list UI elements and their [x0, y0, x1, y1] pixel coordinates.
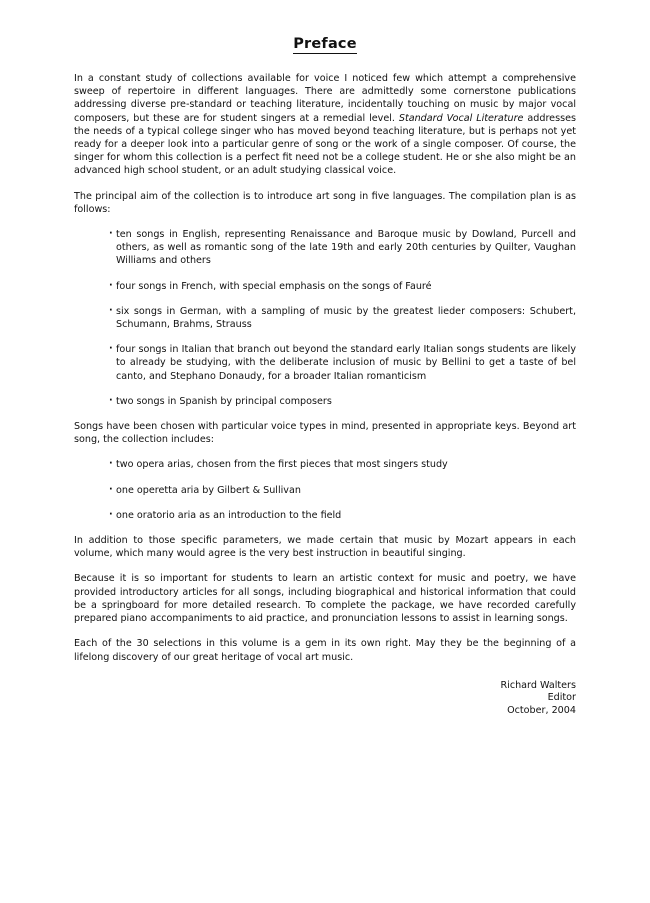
signature-name: Richard Walters	[500, 679, 576, 691]
page-title	[74, 36, 576, 52]
extra-bullet-list	[74, 458, 576, 522]
bullet-italian: · four songs in Italian that branch out beyond the standard early Italian songs students are likely to already be studying, with the deliberate inclusion of music by Bellini to get a taste of bel canto, and Stephano Donaudy, for a broader Italian romanticism	[110, 343, 576, 383]
paragraph-closing: Each of the 30 selections in this volume is a gem in its own right. May they be the beginning of a lifelong discovery of our great heritage of vocal art music.	[74, 638, 576, 663]
paragraph-voice-types: Songs have been chosen with particular voice types in mind, presented in appropriate keys. Beyond art song, the collection includes:	[74, 421, 576, 446]
bullet-french: · four songs in French, with special emphasis on the songs of Fauré	[110, 280, 576, 293]
book-title-italic: Standard Vocal Literature	[398, 112, 524, 124]
paragraph-intro	[74, 72, 576, 178]
bullet-operetta-aria: · one operetta aria by Gilbert & Sullivan	[110, 484, 576, 497]
paragraph-context: Because it is so important for students to learn an artistic context for music and poetry, we have provided introductory articles for all songs, including biographical and historical information that could be a springboard for more detailed research. To complete the package, we have recorded carefully prepared piano accompaniments to aid practice, and pronunciation lessons to assist in learning songs.	[74, 573, 576, 625]
signature-block	[74, 680, 576, 717]
bullet-german: · six songs in German, with a sampling of music by the greatest lieder composers: Schubert, Schumann, Brahms, Strauss	[110, 305, 576, 331]
signature-role: Editor	[547, 692, 576, 704]
bullet-spanish: · two songs in Spanish by principal composers	[110, 395, 576, 408]
paragraph-aim: The principal aim of the collection is to introduce art song in five languages. The compilation plan is as follows:	[74, 190, 576, 215]
paragraph-intro-part-2: addresses the needs of a typical college singer who has moved beyond teaching literature, but is perhaps not yet ready for a deeper look into a particular genre of song or the work of a single composer. Of course, the singer for whom this collection is a perfect fit need not be a college student. He or she also might be an advanced high school student, or an adult studying classical voice.	[74, 112, 576, 177]
paragraph-intro-part-1: In a constant study of collections available for voice I noticed few which attempt a comprehensive sweep of repertoire in different languages. There are admittedly some cornerstone publications addressing diverse pre-standard or teaching literature, incidentally touching on music by major vocal composers, but these are for student singers at a remedial level.	[74, 73, 576, 124]
bullet-opera-arias: · two opera arias, chosen from the first pieces that most singers study	[110, 458, 576, 471]
language-bullet-list	[74, 228, 576, 408]
page-title-text: Preface	[293, 36, 357, 52]
preface-page	[0, 36, 650, 903]
bullet-oratorio-aria: · one oratorio aria as an introduction to the field	[110, 509, 576, 522]
preface-body	[74, 72, 576, 717]
paragraph-mozart: In addition to those specific parameters, we made certain that music by Mozart appears in each volume, which many would agree is the very best instruction in beautiful singing.	[74, 535, 576, 560]
bullet-english: · ten songs in English, representing Renaissance and Baroque music by Dowland, Purcell and others, as well as romantic song of the late 19th and early 20th centuries by Quilter, Vaughan Williams and others	[110, 228, 576, 268]
signature-date: October, 2004	[507, 704, 576, 716]
